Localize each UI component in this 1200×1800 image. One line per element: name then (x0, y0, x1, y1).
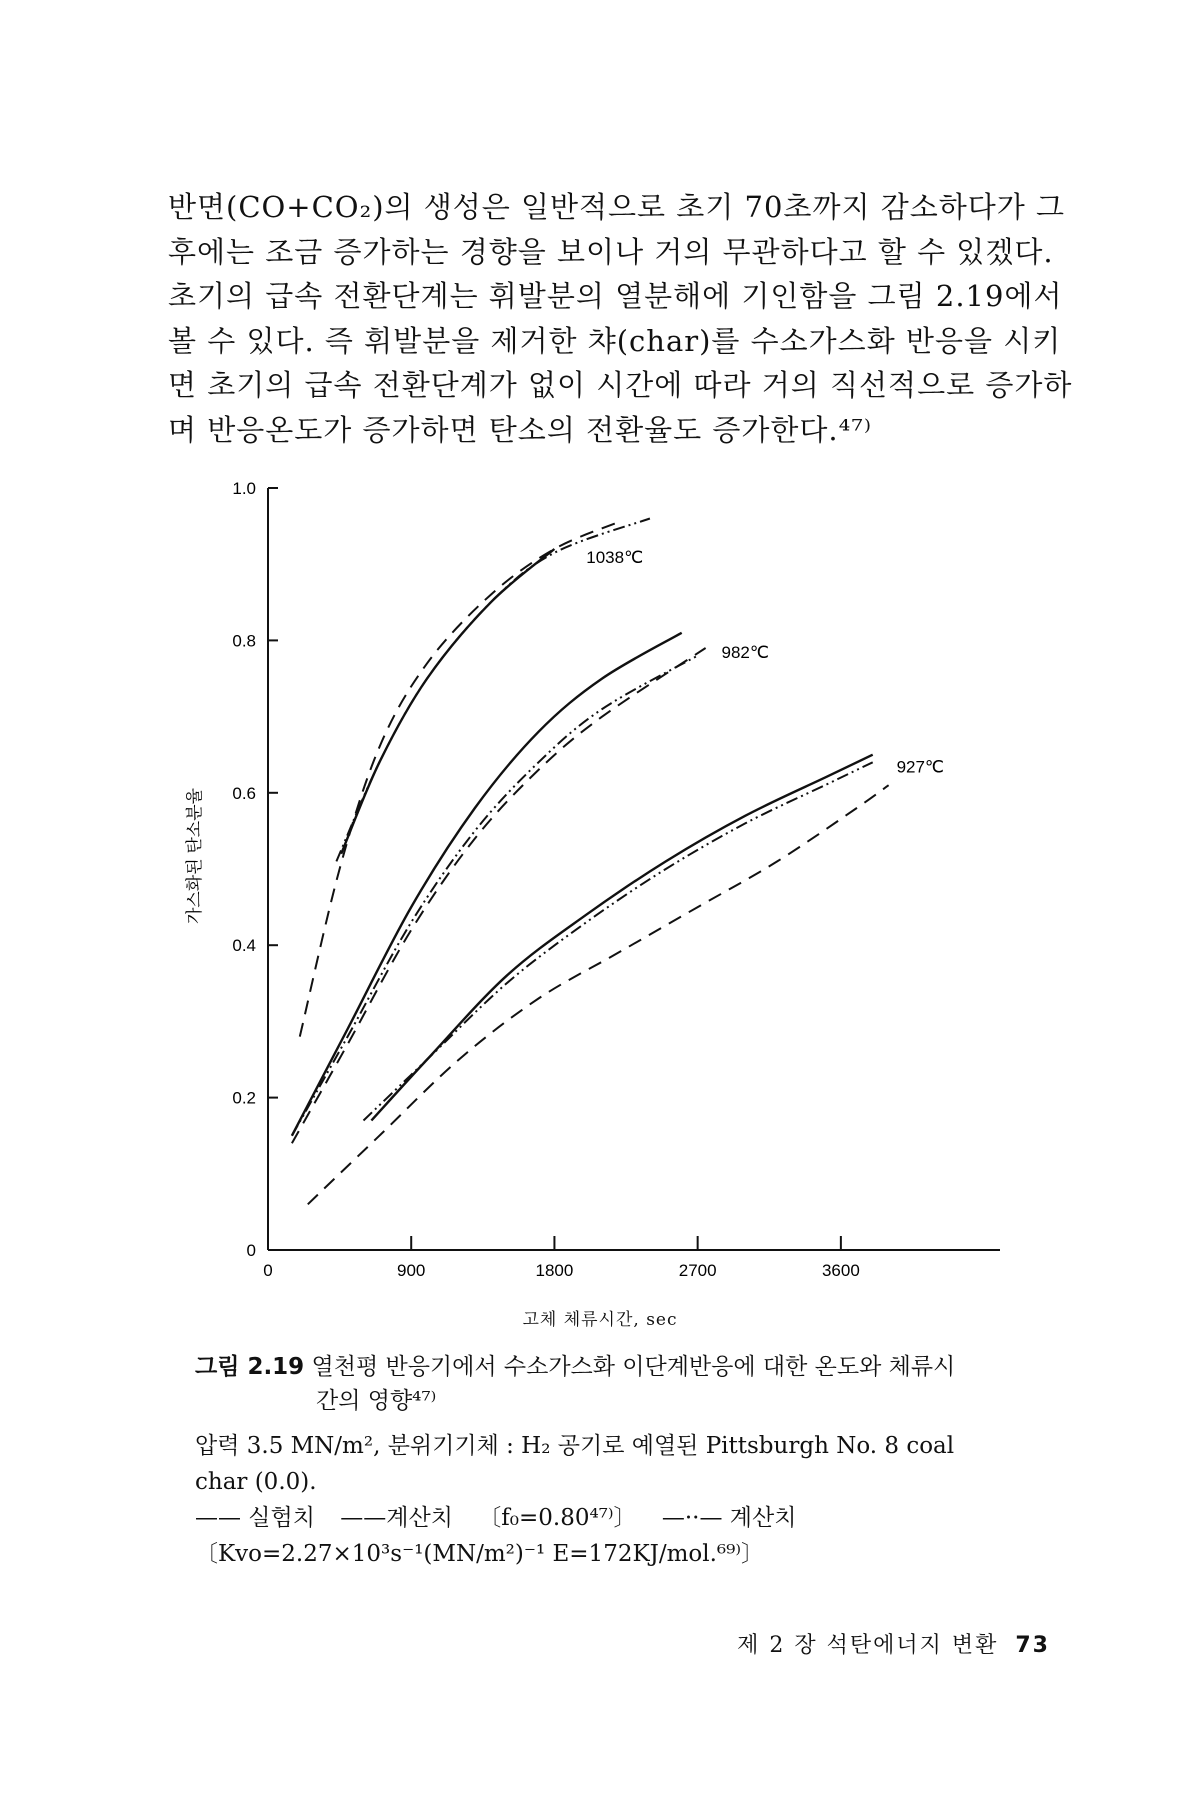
chart-axes (268, 488, 1000, 1250)
legend-calculated-1: ——계산치 (340, 1505, 453, 1531)
y-tick-label: 1.0 (232, 479, 256, 498)
chapter-title: 제 2 장 석탄에너지 변환 (737, 1633, 999, 1658)
series-982-experimental (292, 633, 682, 1136)
y-tick-label: 0.2 (232, 1088, 256, 1108)
series-982-calc_f0 (292, 648, 706, 1143)
figure-notes (195, 1428, 1075, 1572)
chart-curves (292, 519, 889, 1205)
x-axis-label: 고체 체류시간, sec (522, 1310, 678, 1330)
page-number: 73 (1015, 1633, 1050, 1658)
y-tick-label: 0.8 (232, 631, 256, 651)
y-tick-label: 0.6 (232, 783, 256, 803)
body-line-4: 볼 수 있다. 즉 휘발분을 제거한 챠(char)를 수소가스화 반응을 시키 (168, 323, 1062, 358)
caption-text-1: 열천평 반응기에서 수소가스화 이단계반응에 대한 온도와 체류시 (311, 1354, 956, 1380)
body-line-1: 반면(CO+CO₂)의 생성은 일반적으로 초기 70초까지 감소하다가 그 (168, 190, 1065, 224)
chart-annotations (586, 548, 944, 777)
temperature-label-982: 982℃ (721, 643, 769, 663)
chart-ticks (232, 479, 859, 1280)
y-tick-label: 0 (246, 1241, 256, 1260)
series-927-calc_kvo (364, 762, 873, 1120)
x-tick-label: 1800 (535, 1261, 574, 1280)
x-tick-label: 0 (263, 1261, 273, 1280)
body-line-2: 후에는 조금 증가하는 경향을 보이나 거의 무관하다고 할 수 있겠다. (168, 234, 1054, 269)
x-tick-label: 900 (397, 1261, 426, 1280)
notes-line-2: char (0.0). (195, 1469, 317, 1495)
body-line-6: 며 반응온도가 증가하면 탄소의 전환율도 증가한다.⁴⁷⁾ (168, 412, 872, 447)
body-line-5: 면 초기의 급속 전환단계가 없이 시간에 따라 거의 직선적으로 증가하 (168, 368, 1073, 402)
notes-line-4: 〔Kvo=2.27×10³s⁻¹(MN/m²)⁻¹ E=172KJ/mol.⁶⁹⁾〕 (195, 1541, 765, 1567)
notes-line-1: 압력 3.5 MN/m², 분위기기체 : H₂ 공기로 예열된 Pittsburgh No. 8 coal (195, 1433, 955, 1459)
x-tick-label: 2700 (678, 1261, 717, 1280)
y-tick-label: 0.4 (232, 936, 256, 956)
series-927-experimental (371, 755, 872, 1121)
series-1038-experimental (341, 549, 554, 854)
series-982-calc_kvo (292, 656, 698, 1136)
series-927-calc_f0 (308, 785, 889, 1204)
x-tick-label: 3600 (821, 1261, 860, 1280)
series-1038-calc_kvo (336, 519, 650, 862)
legend-calculated-2: —··— 계산치 (661, 1505, 797, 1531)
caption-text-2: 간의 영향⁴⁷⁾ (316, 1388, 437, 1414)
legend-row (195, 1500, 1075, 1536)
temperature-label-1038: 1038℃ (586, 547, 644, 567)
figure-number: 그림 2.19 (195, 1354, 305, 1380)
body-line-3: 초기의 급속 전환단계는 휘발분의 열분해에 기인함을 그림 2.19에서 (168, 279, 1063, 313)
legend-f0: 〔f₀=0.80⁴⁷⁾〕 (478, 1505, 637, 1531)
temperature-label-927: 927℃ (896, 757, 945, 777)
series-1038-calc_f0 (300, 522, 618, 1036)
legend-experimental: —— 실험치 (195, 1505, 315, 1531)
figure-caption (195, 1350, 1075, 1418)
y-axis-label: 가스화된 탄소분율 (185, 787, 204, 925)
page-footer (650, 1628, 1050, 1659)
